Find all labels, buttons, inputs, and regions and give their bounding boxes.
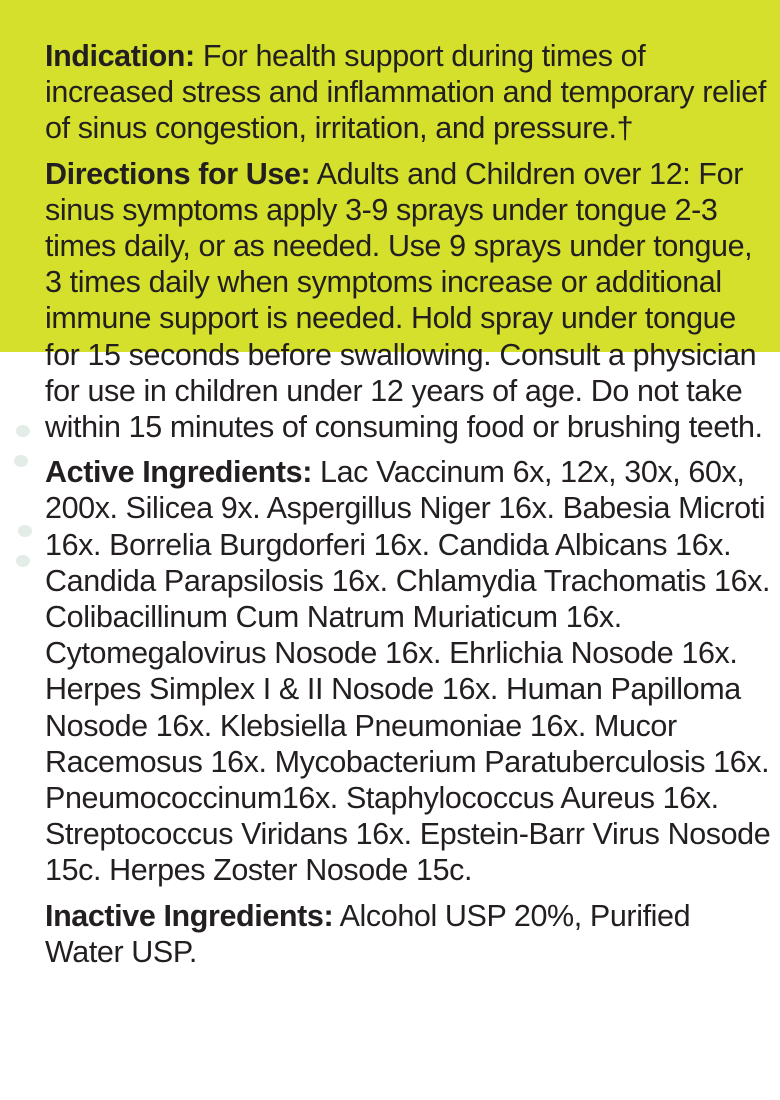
- indication-label: Indication:: [45, 39, 195, 73]
- directions-paragraph: [45, 156, 775, 446]
- decorative-dot: [18, 525, 32, 537]
- indication-text: For health support during times of increased stress and inflammation and temporary relief of sinus congestion, irritation, and pressure.†: [45, 39, 766, 146]
- inactive-ingredients-label: Inactive Ingredients:: [45, 898, 334, 933]
- indication-paragraph: [45, 38, 775, 147]
- directions-text: Adults and Children over 12: For sinus symptoms apply 3-9 sprays under tongue 2-3 times daily, or as needed. Use 9 sprays under tongue, 3 times daily when symptoms increase or additional immune support is needed. Hold spray under tongue for 15 seconds before swallowing. Consult a physician for use in children under 12 years of age. Do not take within 15 minutes of consuming food or brushing teeth.: [45, 156, 763, 445]
- decorative-dot: [16, 555, 30, 567]
- decorative-dot: [14, 455, 28, 467]
- inactive-ingredients-paragraph: [45, 898, 775, 970]
- decorative-dots: [14, 425, 38, 585]
- active-ingredients-label: Active Ingredients:: [45, 455, 312, 490]
- inactive-ingredients-text: Alcohol USP 20%, Purified Water USP.: [45, 898, 691, 969]
- active-ingredients-text: Lac Vaccinum 6x, 12x, 30x, 60x, 200x. Silicea 9x. Aspergillus Niger 16x. Babesia Microti 16x. Borrelia Burgdorferi 16x. Candida Albicans 16x. Candida Parapsilosis 16x. Chlamydia Trachomatis 16x. Colibacillinum Cum Natrum Muriaticum 16x. Cytomegalovirus Nosode 16x. Ehrlichia Nosode 16x. Herpes Simplex I & II Nosode 16x. Human Papilloma Nosode 16x. Klebsiella Pneumoniae 16x. Mucor Racemosus 16x. Mycobacterium Paratuberculosis 16x. Pneumococcinum16x. Staphylococcus Aureus 16x. Streptococcus Viridans 16x. Epstein-Barr Virus Nosode 15c. Herpes Zoster Nosode 15c.: [45, 455, 771, 888]
- directions-label: Directions for Use:: [45, 156, 311, 191]
- label-text-panel: [45, 38, 775, 979]
- decorative-dot: [16, 425, 30, 437]
- active-ingredients-paragraph: [45, 454, 775, 888]
